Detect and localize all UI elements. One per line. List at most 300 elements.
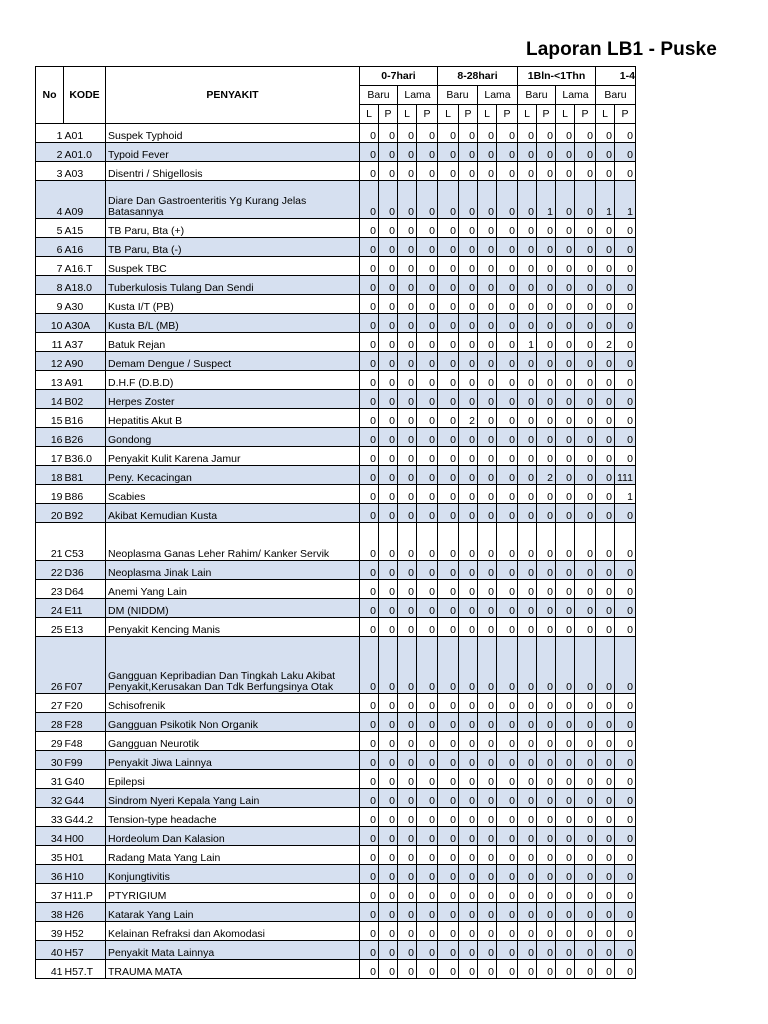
cell-value[interactable]: 0	[417, 504, 438, 523]
cell-value[interactable]: 0	[518, 732, 537, 751]
table-row[interactable]	[36, 428, 636, 447]
cell-value[interactable]: 0	[537, 390, 556, 409]
cell-value[interactable]: 0	[417, 827, 438, 846]
cell-value[interactable]: 0	[596, 162, 615, 181]
cell-value[interactable]: 0	[398, 352, 417, 371]
cell-value[interactable]: 0	[417, 960, 438, 979]
table-row[interactable]	[36, 884, 636, 903]
cell-value[interactable]: 0	[478, 447, 497, 466]
cell-kode[interactable]: B86	[64, 485, 106, 504]
cell-value[interactable]: 0	[360, 504, 379, 523]
cell-value[interactable]: 0	[575, 238, 596, 257]
cell-value[interactable]: 0	[459, 314, 478, 333]
cell-value[interactable]: 0	[417, 485, 438, 504]
cell-value[interactable]: 0	[615, 732, 636, 751]
cell-value[interactable]: 0	[615, 599, 636, 618]
cell-kode[interactable]: F99	[64, 751, 106, 770]
cell-value[interactable]: 0	[575, 314, 596, 333]
cell-value[interactable]: 0	[537, 732, 556, 751]
cell-value[interactable]: 0	[575, 884, 596, 903]
cell-value[interactable]: 0	[556, 751, 575, 770]
cell-value[interactable]: 0	[360, 390, 379, 409]
cell-value[interactable]: 0	[556, 504, 575, 523]
cell-value[interactable]: 0	[575, 333, 596, 352]
cell-value[interactable]: 0	[596, 941, 615, 960]
cell-value[interactable]: 1	[615, 485, 636, 504]
cell-value[interactable]: 0	[556, 941, 575, 960]
table-row[interactable]	[36, 713, 636, 732]
cell-value[interactable]: 0	[360, 789, 379, 808]
cell-value[interactable]: 0	[379, 523, 398, 561]
cell-value[interactable]: 0	[438, 732, 459, 751]
table-row[interactable]	[36, 504, 636, 523]
cell-penyakit[interactable]: Tuberkulosis Tulang Dan Sendi	[106, 276, 360, 295]
cell-value[interactable]: 0	[518, 314, 537, 333]
cell-kode[interactable]: H57	[64, 941, 106, 960]
cell-value[interactable]: 0	[575, 295, 596, 314]
cell-value[interactable]: 0	[615, 409, 636, 428]
cell-value[interactable]: 0	[398, 694, 417, 713]
cell-penyakit[interactable]: Gangguan Psikotik Non Organik	[106, 713, 360, 732]
cell-value[interactable]: 0	[417, 314, 438, 333]
cell-value[interactable]: 0	[518, 295, 537, 314]
cell-value[interactable]: 0	[379, 694, 398, 713]
cell-value[interactable]: 0	[459, 789, 478, 808]
cell-value[interactable]: 0	[518, 580, 537, 599]
cell-value[interactable]: 0	[596, 143, 615, 162]
cell-value[interactable]: 0	[518, 390, 537, 409]
table-row[interactable]	[36, 219, 636, 238]
cell-value[interactable]: 0	[438, 637, 459, 694]
cell-value[interactable]: 0	[417, 770, 438, 789]
cell-value[interactable]: 0	[379, 181, 398, 219]
cell-kode[interactable]: A09	[64, 181, 106, 219]
cell-value[interactable]: 0	[360, 827, 379, 846]
cell-value[interactable]: 0	[360, 314, 379, 333]
cell-value[interactable]: 0	[556, 238, 575, 257]
cell-value[interactable]: 0	[497, 694, 518, 713]
cell-value[interactable]: 0	[360, 124, 379, 143]
cell-value[interactable]: 0	[556, 618, 575, 637]
cell-value[interactable]: 0	[398, 637, 417, 694]
cell-value[interactable]: 0	[596, 694, 615, 713]
cell-value[interactable]: 0	[497, 770, 518, 789]
cell-value[interactable]: 0	[478, 713, 497, 732]
cell-value[interactable]: 0	[398, 428, 417, 447]
cell-value[interactable]: 0	[497, 846, 518, 865]
cell-value[interactable]: 0	[575, 447, 596, 466]
cell-value[interactable]: 0	[615, 219, 636, 238]
cell-value[interactable]: 0	[379, 770, 398, 789]
cell-value[interactable]: 0	[596, 352, 615, 371]
cell-kode[interactable]: A30	[64, 295, 106, 314]
cell-value[interactable]: 0	[537, 409, 556, 428]
cell-value[interactable]: 0	[360, 599, 379, 618]
cell-value[interactable]: 0	[537, 884, 556, 903]
cell-no[interactable]: 37	[36, 884, 64, 903]
cell-value[interactable]: 0	[398, 485, 417, 504]
cell-no[interactable]: 38	[36, 903, 64, 922]
cell-value[interactable]: 0	[575, 409, 596, 428]
cell-value[interactable]: 0	[438, 523, 459, 561]
cell-kode[interactable]: F48	[64, 732, 106, 751]
cell-value[interactable]: 0	[497, 884, 518, 903]
cell-kode[interactable]: B26	[64, 428, 106, 447]
table-row[interactable]	[36, 257, 636, 276]
cell-value[interactable]: 0	[596, 713, 615, 732]
cell-value[interactable]: 0	[556, 599, 575, 618]
cell-value[interactable]: 0	[615, 922, 636, 941]
cell-value[interactable]: 0	[615, 903, 636, 922]
cell-value[interactable]: 0	[398, 371, 417, 390]
cell-value[interactable]: 0	[379, 428, 398, 447]
cell-value[interactable]: 0	[537, 276, 556, 295]
cell-penyakit[interactable]: Katarak Yang Lain	[106, 903, 360, 922]
cell-value[interactable]: 0	[575, 143, 596, 162]
cell-value[interactable]: 0	[497, 523, 518, 561]
cell-no[interactable]: 40	[36, 941, 64, 960]
cell-value[interactable]: 0	[360, 295, 379, 314]
cell-penyakit[interactable]: Penyakit Kencing Manis	[106, 618, 360, 637]
cell-value[interactable]: 0	[556, 960, 575, 979]
cell-value[interactable]: 0	[398, 618, 417, 637]
cell-value[interactable]: 0	[459, 124, 478, 143]
table-row[interactable]	[36, 181, 636, 219]
cell-kode[interactable]: H01	[64, 846, 106, 865]
cell-value[interactable]: 0	[596, 846, 615, 865]
cell-value[interactable]: 0	[537, 713, 556, 732]
cell-value[interactable]: 0	[575, 637, 596, 694]
cell-kode[interactable]: H11.P	[64, 884, 106, 903]
cell-value[interactable]: 0	[478, 751, 497, 770]
cell-value[interactable]: 0	[398, 846, 417, 865]
cell-value[interactable]: 0	[379, 447, 398, 466]
cell-value[interactable]: 0	[438, 238, 459, 257]
cell-value[interactable]: 0	[556, 903, 575, 922]
cell-value[interactable]: 0	[615, 143, 636, 162]
cell-value[interactable]: 0	[615, 352, 636, 371]
cell-penyakit[interactable]: Suspek Typhoid	[106, 124, 360, 143]
cell-value[interactable]: 0	[575, 124, 596, 143]
cell-value[interactable]: 0	[438, 694, 459, 713]
cell-value[interactable]: 0	[497, 827, 518, 846]
cell-value[interactable]: 0	[417, 751, 438, 770]
cell-value[interactable]: 0	[379, 884, 398, 903]
cell-value[interactable]: 0	[518, 181, 537, 219]
cell-value[interactable]: 0	[459, 352, 478, 371]
cell-penyakit[interactable]: TB Paru, Bta (+)	[106, 219, 360, 238]
cell-value[interactable]: 0	[417, 580, 438, 599]
cell-value[interactable]: 0	[379, 504, 398, 523]
cell-kode[interactable]: E11	[64, 599, 106, 618]
cell-value[interactable]: 0	[575, 181, 596, 219]
cell-value[interactable]: 0	[379, 941, 398, 960]
table-row[interactable]	[36, 732, 636, 751]
cell-no[interactable]: 8	[36, 276, 64, 295]
cell-value[interactable]: 0	[438, 561, 459, 580]
cell-value[interactable]: 0	[360, 371, 379, 390]
cell-no[interactable]: 11	[36, 333, 64, 352]
cell-value[interactable]: 0	[398, 466, 417, 485]
cell-value[interactable]: 0	[459, 599, 478, 618]
cell-kode[interactable]: B92	[64, 504, 106, 523]
cell-no[interactable]: 24	[36, 599, 64, 618]
table-row[interactable]	[36, 694, 636, 713]
cell-value[interactable]: 0	[417, 409, 438, 428]
table-row[interactable]	[36, 903, 636, 922]
cell-value[interactable]: 0	[459, 257, 478, 276]
cell-value[interactable]: 0	[575, 618, 596, 637]
cell-value[interactable]: 0	[459, 219, 478, 238]
cell-value[interactable]: 0	[398, 751, 417, 770]
cell-value[interactable]: 0	[497, 409, 518, 428]
cell-value[interactable]: 0	[497, 922, 518, 941]
cell-value[interactable]: 0	[556, 428, 575, 447]
cell-value[interactable]: 0	[438, 409, 459, 428]
cell-value[interactable]: 0	[398, 713, 417, 732]
cell-value[interactable]: 0	[379, 827, 398, 846]
cell-value[interactable]: 0	[478, 580, 497, 599]
cell-value[interactable]: 0	[459, 732, 478, 751]
cell-value[interactable]: 0	[417, 124, 438, 143]
cell-value[interactable]: 0	[518, 143, 537, 162]
cell-value[interactable]: 0	[537, 561, 556, 580]
cell-value[interactable]: 0	[596, 314, 615, 333]
cell-no[interactable]: 15	[36, 409, 64, 428]
cell-value[interactable]: 0	[438, 960, 459, 979]
cell-value[interactable]: 0	[497, 732, 518, 751]
cell-value[interactable]: 0	[518, 846, 537, 865]
cell-value[interactable]: 0	[398, 124, 417, 143]
cell-value[interactable]: 0	[518, 352, 537, 371]
cell-value[interactable]: 0	[459, 295, 478, 314]
cell-value[interactable]: 0	[398, 789, 417, 808]
cell-value[interactable]: 0	[575, 846, 596, 865]
cell-value[interactable]: 0	[537, 789, 556, 808]
cell-value[interactable]: 0	[478, 523, 497, 561]
cell-value[interactable]: 0	[615, 238, 636, 257]
cell-value[interactable]: 0	[615, 428, 636, 447]
cell-value[interactable]: 0	[360, 219, 379, 238]
cell-value[interactable]: 0	[379, 276, 398, 295]
table-row[interactable]	[36, 770, 636, 789]
cell-value[interactable]: 0	[379, 599, 398, 618]
cell-value[interactable]: 0	[596, 485, 615, 504]
cell-value[interactable]: 0	[615, 713, 636, 732]
cell-value[interactable]: 0	[497, 751, 518, 770]
cell-value[interactable]: 0	[398, 865, 417, 884]
cell-value[interactable]: 0	[438, 903, 459, 922]
cell-value[interactable]: 0	[417, 162, 438, 181]
cell-no[interactable]: 14	[36, 390, 64, 409]
cell-value[interactable]: 0	[417, 238, 438, 257]
cell-value[interactable]: 0	[575, 428, 596, 447]
cell-value[interactable]: 0	[537, 143, 556, 162]
cell-value[interactable]: 0	[478, 409, 497, 428]
cell-value[interactable]: 0	[556, 789, 575, 808]
cell-value[interactable]: 0	[379, 295, 398, 314]
table-row[interactable]	[36, 295, 636, 314]
cell-no[interactable]: 2	[36, 143, 64, 162]
table-row[interactable]	[36, 523, 636, 561]
cell-value[interactable]: 0	[556, 827, 575, 846]
cell-no[interactable]: 1	[36, 124, 64, 143]
cell-penyakit[interactable]: Hordeolum Dan Kalasion	[106, 827, 360, 846]
table-row[interactable]	[36, 485, 636, 504]
cell-no[interactable]: 16	[36, 428, 64, 447]
cell-value[interactable]: 0	[360, 257, 379, 276]
cell-value[interactable]: 0	[417, 846, 438, 865]
table-row[interactable]	[36, 808, 636, 827]
cell-value[interactable]: 0	[537, 808, 556, 827]
cell-value[interactable]: 0	[537, 371, 556, 390]
cell-value[interactable]: 0	[438, 181, 459, 219]
cell-value[interactable]: 0	[478, 428, 497, 447]
table-row[interactable]	[36, 637, 636, 694]
cell-value[interactable]: 0	[615, 865, 636, 884]
cell-value[interactable]: 0	[537, 352, 556, 371]
table-row[interactable]	[36, 352, 636, 371]
cell-value[interactable]: 0	[379, 371, 398, 390]
cell-value[interactable]: 0	[360, 865, 379, 884]
cell-value[interactable]: 0	[379, 257, 398, 276]
cell-no[interactable]: 4	[36, 181, 64, 219]
cell-value[interactable]: 0	[596, 599, 615, 618]
cell-value[interactable]: 0	[615, 808, 636, 827]
cell-penyakit[interactable]: Hepatitis Akut B	[106, 409, 360, 428]
cell-value[interactable]: 0	[417, 333, 438, 352]
cell-kode[interactable]: A90	[64, 352, 106, 371]
cell-value[interactable]: 111	[615, 466, 636, 485]
cell-value[interactable]: 0	[459, 561, 478, 580]
cell-value[interactable]: 0	[478, 504, 497, 523]
cell-value[interactable]: 0	[379, 124, 398, 143]
cell-no[interactable]: 18	[36, 466, 64, 485]
cell-value[interactable]: 0	[398, 941, 417, 960]
cell-no[interactable]: 6	[36, 238, 64, 257]
cell-value[interactable]: 0	[478, 770, 497, 789]
cell-value[interactable]: 2	[459, 409, 478, 428]
cell-value[interactable]: 0	[575, 485, 596, 504]
cell-value[interactable]: 0	[417, 884, 438, 903]
cell-value[interactable]: 0	[615, 523, 636, 561]
cell-value[interactable]: 0	[417, 143, 438, 162]
cell-value[interactable]: 0	[596, 124, 615, 143]
cell-value[interactable]: 0	[497, 599, 518, 618]
cell-value[interactable]: 0	[478, 561, 497, 580]
cell-penyakit[interactable]: Batuk Rejan	[106, 333, 360, 352]
cell-value[interactable]: 0	[360, 770, 379, 789]
cell-value[interactable]: 0	[417, 390, 438, 409]
cell-kode[interactable]: C53	[64, 523, 106, 561]
cell-value[interactable]: 0	[478, 960, 497, 979]
cell-no[interactable]: 22	[36, 561, 64, 580]
cell-value[interactable]: 0	[575, 922, 596, 941]
cell-value[interactable]: 0	[438, 390, 459, 409]
cell-value[interactable]: 0	[596, 751, 615, 770]
cell-value[interactable]: 0	[478, 238, 497, 257]
cell-value[interactable]: 0	[459, 390, 478, 409]
cell-value[interactable]: 0	[459, 371, 478, 390]
cell-value[interactable]: 0	[497, 333, 518, 352]
cell-value[interactable]: 0	[417, 447, 438, 466]
cell-value[interactable]: 0	[497, 162, 518, 181]
cell-value[interactable]: 0	[497, 314, 518, 333]
cell-value[interactable]: 0	[556, 314, 575, 333]
cell-no[interactable]: 10	[36, 314, 64, 333]
cell-value[interactable]: 0	[478, 162, 497, 181]
cell-value[interactable]: 0	[537, 694, 556, 713]
cell-value[interactable]: 0	[518, 599, 537, 618]
cell-value[interactable]: 0	[478, 485, 497, 504]
cell-value[interactable]: 0	[398, 143, 417, 162]
cell-penyakit[interactable]: Suspek TBC	[106, 257, 360, 276]
cell-value[interactable]: 0	[556, 371, 575, 390]
cell-value[interactable]: 0	[537, 314, 556, 333]
cell-value[interactable]: 1	[615, 181, 636, 219]
cell-value[interactable]: 0	[537, 751, 556, 770]
cell-value[interactable]: 0	[459, 884, 478, 903]
cell-value[interactable]: 0	[379, 162, 398, 181]
cell-penyakit[interactable]: Demam Dengue / Suspect	[106, 352, 360, 371]
cell-value[interactable]: 0	[459, 637, 478, 694]
cell-value[interactable]: 0	[478, 295, 497, 314]
cell-value[interactable]: 0	[438, 295, 459, 314]
cell-value[interactable]: 0	[575, 827, 596, 846]
cell-penyakit[interactable]: Schisofrenik	[106, 694, 360, 713]
cell-value[interactable]: 0	[360, 713, 379, 732]
cell-value[interactable]: 2	[537, 466, 556, 485]
table-row[interactable]	[36, 846, 636, 865]
cell-value[interactable]: 0	[398, 409, 417, 428]
cell-value[interactable]: 0	[438, 371, 459, 390]
cell-kode[interactable]: G44.2	[64, 808, 106, 827]
cell-value[interactable]: 0	[556, 561, 575, 580]
cell-value[interactable]: 0	[518, 485, 537, 504]
cell-value[interactable]: 0	[360, 960, 379, 979]
cell-kode[interactable]: H00	[64, 827, 106, 846]
cell-value[interactable]: 0	[417, 808, 438, 827]
cell-value[interactable]: 0	[518, 523, 537, 561]
cell-value[interactable]: 0	[596, 808, 615, 827]
cell-value[interactable]: 0	[537, 257, 556, 276]
cell-value[interactable]: 0	[459, 504, 478, 523]
cell-no[interactable]: 13	[36, 371, 64, 390]
cell-value[interactable]: 0	[438, 599, 459, 618]
cell-value[interactable]: 0	[575, 352, 596, 371]
table-row[interactable]	[36, 314, 636, 333]
cell-value[interactable]: 0	[417, 865, 438, 884]
cell-penyakit[interactable]: Peny. Kecacingan	[106, 466, 360, 485]
cell-value[interactable]: 0	[615, 960, 636, 979]
table-row[interactable]	[36, 922, 636, 941]
cell-value[interactable]: 0	[417, 257, 438, 276]
cell-value[interactable]: 0	[379, 903, 398, 922]
cell-value[interactable]: 0	[360, 162, 379, 181]
cell-value[interactable]: 0	[379, 865, 398, 884]
cell-value[interactable]: 0	[596, 865, 615, 884]
cell-value[interactable]: 0	[438, 428, 459, 447]
cell-value[interactable]: 0	[537, 504, 556, 523]
cell-penyakit[interactable]: Kusta I/T (PB)	[106, 295, 360, 314]
cell-value[interactable]: 0	[478, 333, 497, 352]
cell-value[interactable]: 0	[478, 181, 497, 219]
cell-value[interactable]: 0	[438, 922, 459, 941]
cell-value[interactable]: 0	[537, 523, 556, 561]
cell-value[interactable]: 0	[537, 865, 556, 884]
cell-value[interactable]: 0	[360, 808, 379, 827]
cell-value[interactable]: 0	[556, 409, 575, 428]
